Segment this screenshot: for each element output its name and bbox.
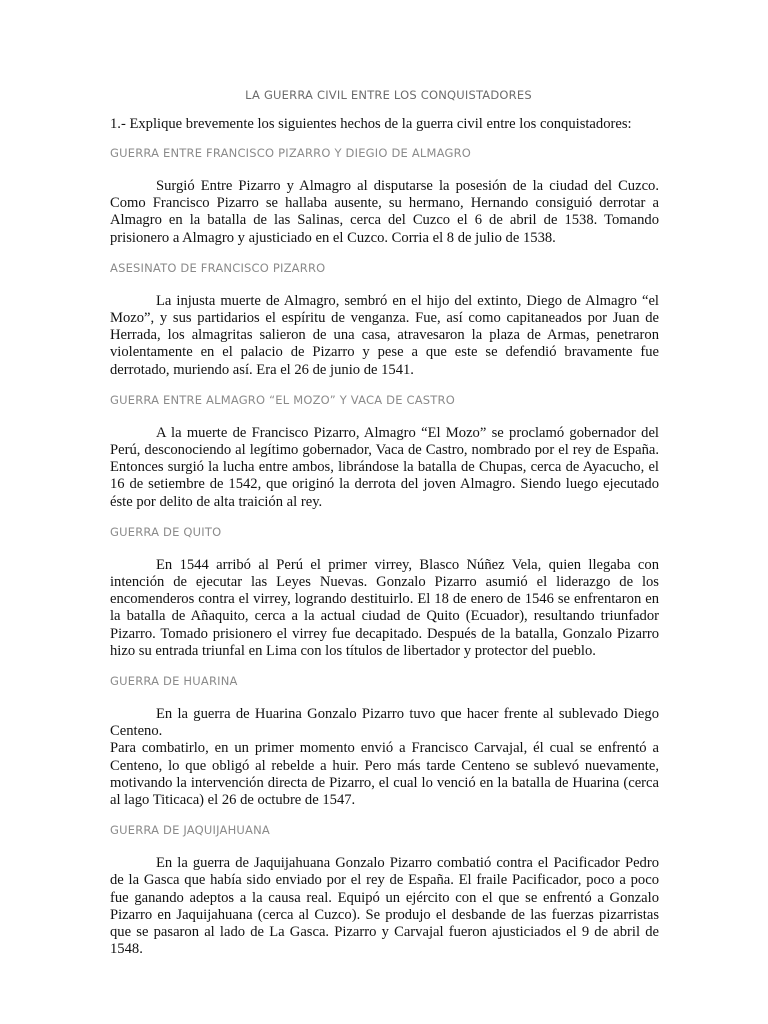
section-paragraph: En la guerra de Huarina Gonzalo Pizarro tuvo que hacer frente al sublevado Diego Centeno. [110,706,659,740]
document-page [110,88,659,973]
section-heading: ASESINATO DE FRANCISCO PIZARRO [110,260,326,275]
section-paragraph: La injusta muerte de Almagro, sembró en el hijo del extinto, Diego de Almagro “el Mozo”, y sus partidarios el espíritu de venganza. Fue, así como capitaneados por Juan de Herrada, los almagritas salieron de una casa, atravesaron la plaza de Armas, penetraron violentamente en el palacio de Pizarro y pese a que este se defendió bravamente fue derrotado, muriendo así. Era el 26 de junio de 1541. [110,292,659,378]
section-guerra-de-quito [110,525,659,660]
section-heading: GUERRA ENTRE FRANCISCO PIZARRO Y DIEGIO DE ALMAGRO [110,146,472,160]
question-text: 1.- Explique brevemente los siguientes hechos de la guerra civil entre los conquistadores: [110,116,632,132]
section-paragraph: Surgió Entre Pizarro y Almagro al disputarse la posesión de la ciudad del Cuzco. Como Francisco Pizarro se hallaba ausente, su hermano, Hernando consiguió derrotar a Almagro en la batalla de las Salinas, cerca del Cuzco el 6 de abril de 1538. Tomando prisionero a Almagro y ajusticiado en el Cuzco. Corria el 8 de julio de 1538. [110,178,659,246]
section-heading: GUERRA DE HUARINA [110,674,238,689]
section-heading: GUERRA ENTRE ALMAGRO “EL MOZO” Y VACA DE CASTRO [110,392,455,407]
section-paragraph: A la muerte de Francisco Pizarro, Almagro “El Mozo” se proclamó gobernador del Perú, desconociendo al legítimo gobernador, Vaca de Castro, nombrado por el rey de España. Entonces surgió la lucha entre ambos, librándose la batalla de Chupas, cerca de Ayacucho, el 16 de setiembre de 1542, que originó la derrota del joven Almagro. Siendo luego ejecutado éste por delito de alta traición al rey. [110,424,659,510]
section-guerra-de-huarina [110,674,659,809]
section-almagro-vaca-de-castro [110,393,659,511]
section-guerra-de-jaquijahuana [110,823,659,958]
section-paragraph: Para combatirlo, en un primer momento envió a Francisco Carvajal, él cual se enfrentó a Centeno, lo que obligó al rebelde a huir. Pero más tarde Centeno se sublevó nuevamente, motivando la intervención directa de Pizarro, el cual lo venció en la batalla de Huarina (cerca al lago Titicaca) el 26 de octubre de 1547. [110,740,659,809]
section-paragraph: En 1544 arribó al Perú el primer virrey, Blasco Núñez Vela, quien llegaba con intención de ejecutar las Leyes Nuevas. Gonzalo Pizarro asumió el liderazgo de los encomenderos contra el virrey, logrando destituirlo. El 18 de enero de 1546 se enfrentaron en la batalla de Añaquito, cerca a la actual ciudad de Quito (Ecuador), resultando triunfador Pizarro. Tomado prisionero el virrey fue decapitado. Después de la batalla, Gonzalo Pizarro hizo su entrada triunfal en Lima con los títulos de libertador y protector del pueblo. [110,556,659,659]
section-paragraph: En la guerra de Jaquijahuana Gonzalo Pizarro combatió contra el Pacificador Pedro de la Gasca que había sido enviado por el rey de España. El fraile Pacificador, poco a poco fue ganando adeptos a la causa real. Equipó un ejército con el que se enfrentó a Gonzalo Pizarro en Jaquijahuana (cerca al Cuzco). Se produjo el desbande de las fuerzas pizarristas que se pasaron al lado de La Gasca. Pizarro y Carvajal fueron ajusticiados el 9 de abril de 1548. [110,855,659,958]
section-asesinato-pizarro [110,261,659,379]
section-heading: GUERRA DE JAQUIJAHUANA [110,823,270,838]
document-title: LA GUERRA CIVIL ENTRE LOS CONQUISTADORES [245,88,532,102]
section-heading: GUERRA DE QUITO [110,524,222,539]
section-pizarro-almagro [110,146,659,247]
